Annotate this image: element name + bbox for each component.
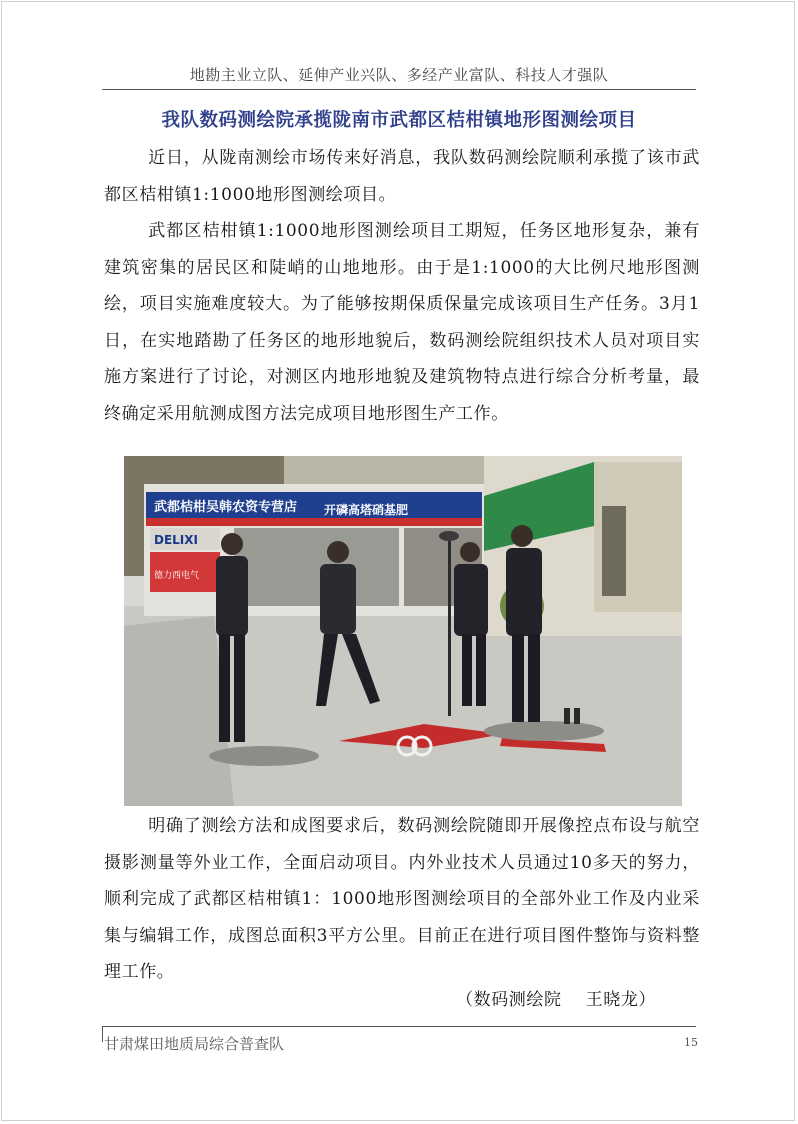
header-divider: [102, 89, 696, 90]
delixi-logo-text: DELIXI: [154, 533, 198, 547]
shop-sign-text: 武都桔柑吴韩农资专营店: [154, 500, 298, 515]
paragraph-1: 近日，从陇南测绘市场传来好消息，我队数码测绘院顺利承揽了该市武都区桔柑镇1:1000地形图测绘项目。: [104, 148, 700, 205]
article-body-progress: [104, 808, 700, 991]
shop-sign-right-text: 开磷高塔硝基肥: [324, 503, 409, 517]
footer-divider: [102, 1026, 696, 1027]
article-title: 我队数码测绘院承揽陇南市武都区桔柑镇地形图测绘项目: [161, 110, 637, 131]
paragraph-2: 武都区桔柑镇1:1000地形图测绘项目工期短，任务区地形复杂，兼有建筑密集的居民区和陡峭的山地地形。由于是1:1000的大比例尺地形图测绘，项目实施难度较大。为了能够按期保质保量完成该项目生产任务。3月1日，在实地踏勘了任务区的地形地貌后，数码测绘院组织技术人员对项目实施方案进行了讨论，对测区内地形地貌及建筑物特点进行综合分析考量，最终确定采用航测成图方法完成项目地形图生产工作。: [104, 221, 700, 424]
paragraph-3: 明确了测绘方法和成图要求后，数码测绘院随即开展像控点布设与航空摄影测量等外业工作，全面启动项目。内外业技术人员通过10多天的努力，顺利完成了武都区桔柑镇1：1000地形图测绘项目的全部外业工作及内业采集与编辑工作，成图总面积3平方公里。目前正在进行项目图件整饰与资料整理工作。: [104, 816, 700, 982]
header-motto: 地勘主业立队、延伸产业兴队、多经产业富队、科技人才强队: [189, 66, 609, 84]
footer-divider-tick: [102, 1026, 103, 1042]
article-signature: （数码测绘院 王晓龙）: [456, 990, 657, 1010]
field-survey-photo: [124, 456, 682, 806]
footer-organization: 甘肃煤田地质局综合普查队: [104, 1035, 285, 1053]
article-body-intro: [104, 140, 700, 432]
delixi-sub-text: 德力西电气: [154, 571, 200, 581]
page-number: 15: [684, 1036, 698, 1049]
